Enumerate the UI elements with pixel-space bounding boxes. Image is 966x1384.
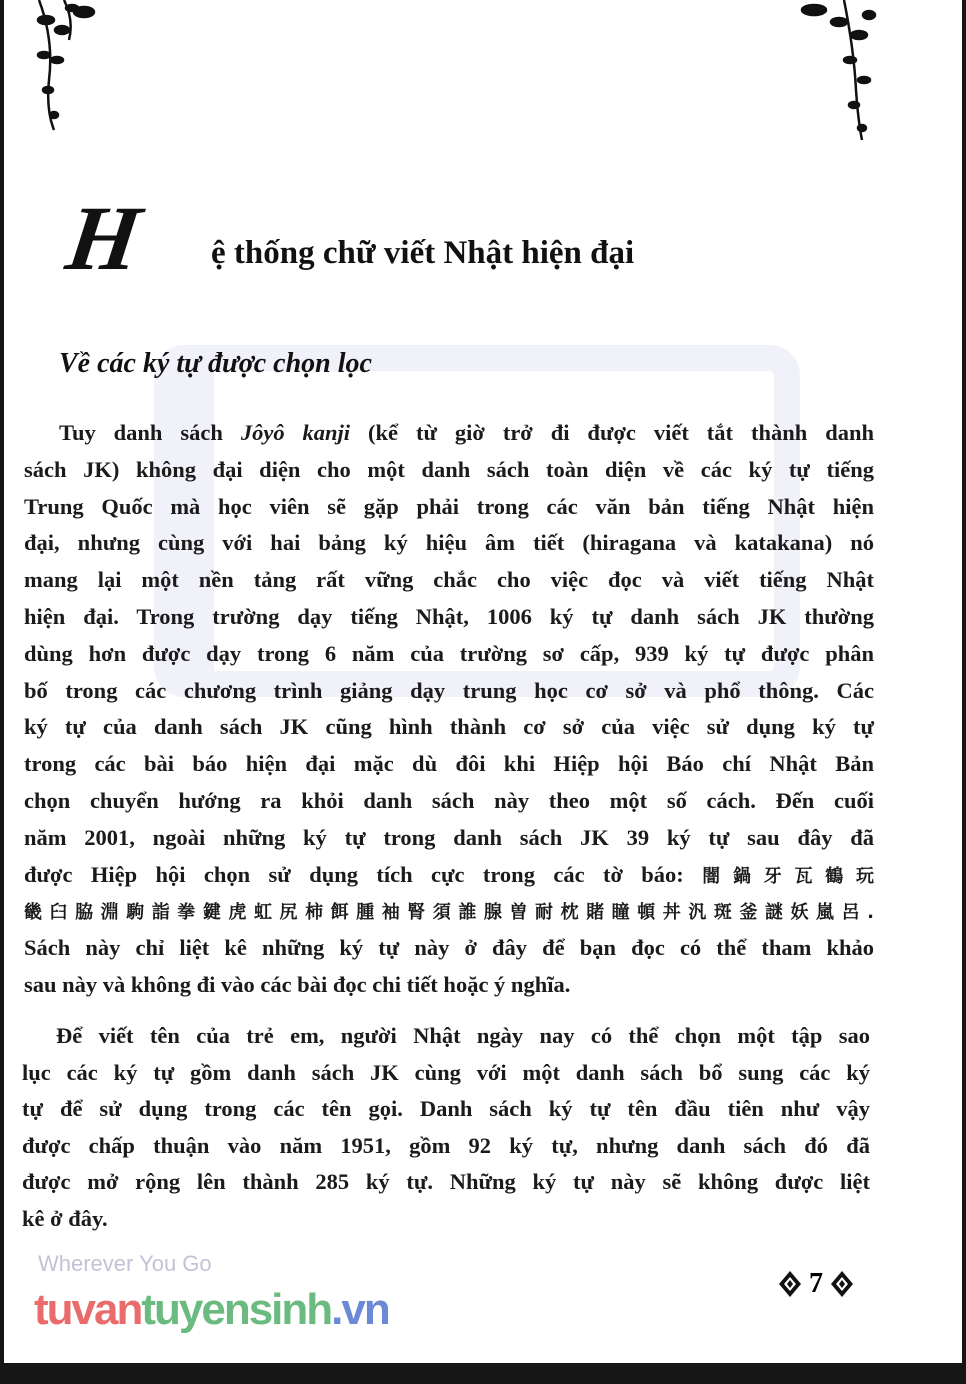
text-line — [24, 602, 874, 632]
text-line — [24, 676, 874, 706]
text-line — [24, 639, 874, 669]
book-page — [4, 0, 962, 1363]
text-line — [24, 492, 874, 522]
watermark-part: tuyensinh — [141, 1285, 332, 1334]
page-number-text: 7 — [809, 1268, 823, 1299]
text-span: sau này và không đi vào các bài đọc chi tiết hoặc ý nghĩa. — [24, 972, 571, 997]
text-span: Trung Quốc mà học viên sẽ gặp phải trong các văn bản tiếng Nhật hiện — [24, 493, 874, 519]
text-span: được Hiệp hội chọn sử dụng tích cực trong các tờ báo: — [24, 861, 703, 887]
text-span: bố trong các chương trình giảng dạy trung học cơ sở và phổ thông. Các — [24, 677, 874, 703]
text-span: Jôyô kanji — [240, 420, 351, 445]
text-span: dùng hơn được dạy trong 6 năm của trường sơ cấp, 939 ký tự được phân — [24, 640, 874, 666]
text-line: Để viết tên của trẻ em, người Nhật ngày nay có thể chọn một tập sao — [56, 1023, 870, 1048]
text-span: hiện đại. Trong trường dạy tiếng Nhật, 1006 ký tự danh sách JK thường — [24, 604, 874, 629]
text-line — [24, 455, 874, 485]
title-drop-cap: H — [60, 187, 141, 289]
text-span: ký tự của danh sách JK cũng hình thành cơ sở của việc sử dụng ký tự — [24, 714, 874, 740]
text-span: 闇鍋牙瓦鶴玩 — [702, 865, 875, 887]
text-line: tự để sử dụng trong các tên gọi. Danh sách ký tự tên đầu tiên như vậy — [22, 1096, 870, 1121]
vine-ornament-icon — [24, 0, 114, 135]
text-span: mang lại một nền tảng rất vững chắc cho việc đọc và viết tiếng Nhật — [24, 567, 874, 593]
text-line: lục các ký tự gồm danh sách JK cùng với một danh sách bổ sung các ký — [22, 1059, 870, 1085]
vine-ornament-icon — [784, 0, 879, 145]
text-span: trong các bài báo hiện đại mặc dù đôi khi Hiệp hội Báo chí Nhật Bản — [24, 751, 874, 777]
text-line: được chấp thuận vào năm 1951, gồm 92 ký tự, nhưng danh sách đó đã — [22, 1132, 870, 1158]
section-heading: Về các ký tự được chọn lọc — [59, 348, 372, 379]
text-span: đại, nhưng cùng với hai bảng ký hiệu âm tiết (hiragana và katakana) nó — [24, 530, 874, 556]
watermark-part: .vn — [331, 1285, 389, 1334]
text-span: 畿臼脇淵駒詣拳鍵虎虹尻柿餌腫袖腎須誰腺曽耐枕賭瞳頓丼汎斑釜謎妖嵐呂. — [24, 902, 874, 924]
text-line: được mở rộng lên thành 285 ký tự. Những ký tự này sẽ không được liệt — [22, 1169, 870, 1194]
diamond-icon — [777, 1270, 803, 1298]
text-line: kê ở đây. — [22, 1205, 108, 1231]
text-line — [24, 860, 874, 890]
text-line — [24, 528, 874, 558]
text-line — [24, 786, 874, 816]
text-span: sách JK) không đại diện cho một danh sách toàn diện về các ký tự tiếng — [24, 456, 874, 482]
chapter-title — [60, 185, 635, 291]
text-line — [24, 712, 874, 742]
page-number — [777, 1268, 855, 1300]
text-line — [24, 970, 874, 1000]
title-text: ệ thống chữ viết Nhật hiện đại — [211, 235, 635, 271]
diamond-icon — [829, 1270, 855, 1298]
text-line — [24, 823, 874, 853]
watermark-tagline: Wherever You Go — [38, 1251, 212, 1276]
watermark-part: tuvan — [34, 1285, 142, 1334]
window-edge — [962, 0, 966, 1384]
text-span: Sách này chỉ liệt kê những ký tự này ở đây để bạn đọc có thể tham khảo — [24, 935, 874, 961]
text-span: chọn chuyển hướng ra khỏi danh sách này theo một số cách. Đến cuối — [24, 788, 874, 813]
text-span: (kể từ giờ trở đi được viết tắt thành danh — [350, 420, 874, 445]
text-line — [59, 418, 874, 448]
text-line — [24, 896, 874, 926]
text-line — [24, 565, 874, 595]
watermark-logo — [34, 1285, 389, 1335]
text-span: năm 2001, ngoài những ký tự trong danh sách JK 39 ký tự sau đây đã — [24, 824, 874, 850]
text-span: Tuy danh sách — [59, 420, 241, 445]
text-line — [24, 749, 874, 779]
text-line — [24, 933, 874, 963]
